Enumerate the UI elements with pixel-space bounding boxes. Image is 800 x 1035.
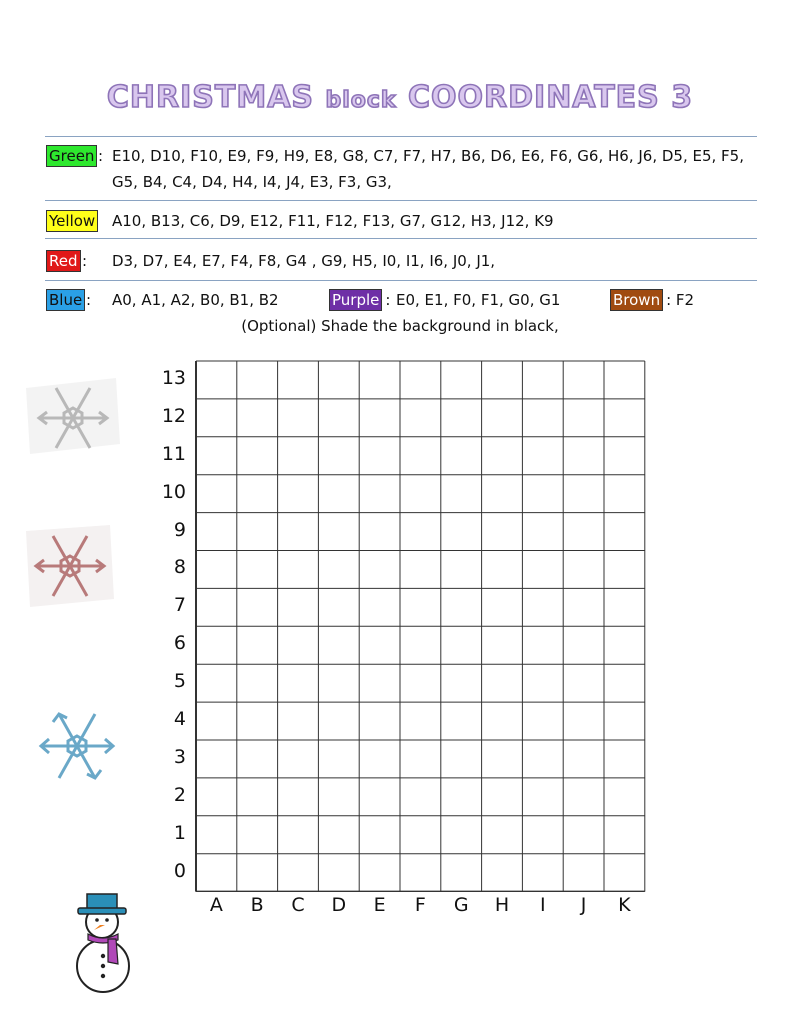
divider-line	[45, 200, 757, 201]
snowflake-icon-blue	[36, 706, 118, 786]
y-axis-label: 7	[173, 594, 186, 617]
y-axis-label: 2	[173, 783, 186, 806]
x-axis-label: A	[209, 894, 223, 916]
yellow-tag: Yellow	[46, 210, 98, 232]
x-axis-label: I	[539, 894, 546, 916]
divider-line	[45, 136, 757, 137]
x-axis-label: H	[494, 894, 510, 916]
y-axis-label: 0	[173, 859, 186, 882]
snowflake-icon-gray	[20, 378, 120, 458]
blue-purple-brown-row: Blue : A0, A1, A2, B0, B1, B2 Purple : E0, E1, F0, F1, G0, G1 Brown : F2	[46, 287, 758, 313]
x-axis-label: B	[250, 894, 264, 916]
x-axis-label: F	[414, 894, 426, 916]
blue-list: A0, A1, A2, B0, B1, B2	[112, 291, 279, 309]
brown-list: F2	[675, 291, 695, 309]
title-part-coordinates: COORDINATES 3	[408, 80, 694, 115]
yellow-list: A10, B13, C6, D9, E12, F11, F12, F13, G7, G12, H3, J12, K9	[112, 212, 554, 230]
green-tag: Green	[46, 145, 97, 167]
y-axis-label: 4	[173, 708, 186, 731]
grid-lines	[195, 360, 647, 892]
purple-list: E0, E1, F0, F1, G0, G1	[396, 291, 561, 309]
purple-tag: Purple	[329, 289, 382, 311]
y-axis-label: 11	[161, 442, 186, 465]
title-part-block: block	[325, 88, 397, 113]
y-axis-label: 1	[173, 821, 186, 844]
x-axis-label: K	[618, 894, 631, 916]
divider-line	[45, 238, 757, 239]
red-tag: Red	[46, 250, 81, 272]
x-axis-label: E	[373, 894, 386, 916]
title-part-christmas: CHRISTMAS	[106, 80, 315, 115]
y-axis-label: 5	[173, 670, 186, 693]
snowflake-icon-red	[22, 525, 114, 607]
x-axis-label: G	[453, 894, 469, 916]
red-row: Red : D3, D7, E4, E7, F4, F8, G4 , G9, H5, I0, I1, I6, J0, J1,	[46, 248, 758, 274]
y-axis-label: 3	[173, 745, 186, 768]
red-list: D3, D7, E4, E7, F4, F8, G4 , G9, H5, I0, I1, I6, J0, J1,	[112, 252, 496, 270]
optional-note: (Optional) Shade the background in black,	[241, 317, 559, 335]
x-axis-label: D	[331, 894, 347, 916]
yellow-row	[46, 208, 758, 234]
coordinate-grid	[195, 360, 647, 896]
y-axis-label: 13	[161, 366, 186, 389]
y-axis-label: 8	[173, 556, 186, 579]
x-axis-label: J	[580, 894, 587, 916]
snowman-icon	[72, 892, 132, 994]
divider-line	[45, 280, 757, 281]
y-axis-label: 12	[161, 404, 186, 427]
x-axis-label: C	[291, 894, 305, 916]
y-axis-label: 10	[161, 480, 186, 503]
brown-tag: Brown	[610, 289, 663, 311]
page-title	[0, 80, 800, 115]
green-row: Green : E10, D10, F10, E9, F9, H9, E8, G8, C7, F7, H7, B6, D6, E6, F6, G6, H6, J6, D5, E5, F5, G5, B4, C4, D4, H4, I4, J4, E3, F3, G3,	[46, 143, 758, 195]
green-list: E10, D10, F10, E9, F9, H9, E8, G8, C7, F7, H7, B6, D6, E6, F6, G6, H6, J6, D5, E5, F5, G5, B4, C4, D4, H4, I4, J4, E3, F3, G3,	[112, 147, 744, 191]
y-axis-label: 9	[173, 518, 186, 541]
blue-tag: Blue	[46, 289, 85, 311]
y-axis-label: 6	[173, 632, 186, 655]
